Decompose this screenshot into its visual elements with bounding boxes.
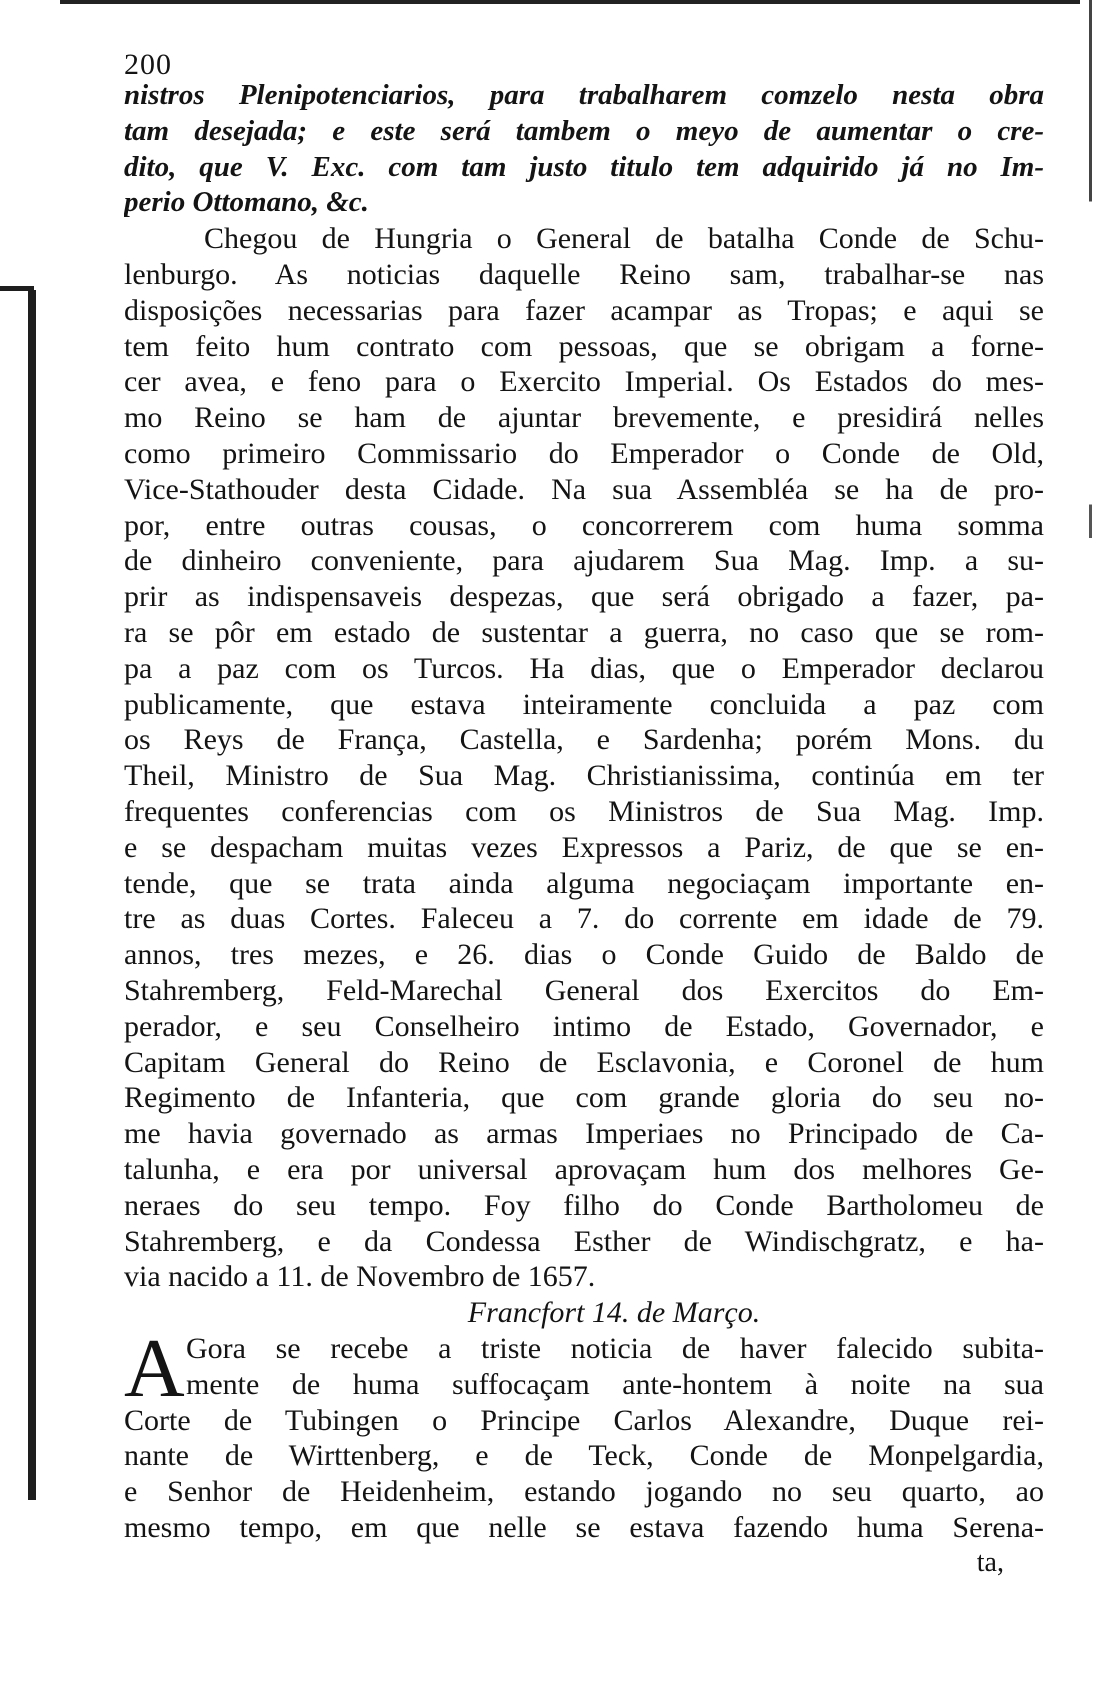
document-page bbox=[124, 48, 1044, 1580]
text-line: Chegou de Hungria o General de batalha Conde de Schu- bbox=[204, 222, 1044, 256]
text-line: dito, que V. Exc. com tam justo titulo tem adquirido já no Im- bbox=[124, 150, 1044, 183]
catchword: ta, bbox=[976, 1546, 1004, 1578]
second-paragraph bbox=[124, 1322, 1044, 1546]
text-line: prir as indispensaveis despezas, que será obrigado a fazer, pa- bbox=[124, 580, 1044, 614]
text-line: cer avea, e feno para o Exercito Imperial. Os Estados do mes- bbox=[124, 365, 1044, 399]
top-border-rule bbox=[60, 0, 1080, 4]
body-paragraph bbox=[124, 221, 1044, 1295]
text-line: perio Ottomano, &c. bbox=[124, 186, 369, 219]
text-line: Theil, Ministro de Sua Mag. Christianissima, continúa em ter bbox=[124, 759, 1044, 793]
text-line: mo Reino se ham de ajuntar brevemente, e presidirá nelles bbox=[124, 401, 1044, 435]
dateline-heading: Francfort 14. de Março. bbox=[467, 1296, 761, 1330]
text-line: por, entre outras cousas, o concorrerem com huma somma bbox=[124, 508, 1044, 542]
text-line: lenburgo. As noticias daquelle Reino sam, trabalhar-se nas bbox=[124, 257, 1044, 291]
text-line: nistros Plenipotenciarios, para trabalharem comzelo nesta obra bbox=[124, 79, 1044, 111]
right-page-edge bbox=[1089, 0, 1092, 1681]
text-line: mesmo tempo, em que nelle se estava fazendo huma Serena- bbox=[124, 1511, 1044, 1545]
text-line: tem feito hum contrato com pessoas, que se obrigam a forne- bbox=[124, 329, 1044, 363]
text-line: Corte de Tubingen o Principe Carlos Alexandre, Duque rei- bbox=[124, 1403, 1044, 1437]
text-line: me havia governado as armas Imperiaes no Principado de Ca- bbox=[124, 1117, 1044, 1151]
text-line: talunha, e era por universal aprovaçam hum dos melhores Ge- bbox=[124, 1152, 1044, 1186]
text-line: disposições necessarias para fazer acampar as Tropas; e aqui se bbox=[124, 293, 1044, 327]
text-line: os Reys de França, Castella, e Sardenha; porém Mons. du bbox=[124, 723, 1044, 757]
text-line: como primeiro Commissario do Emperador o Conde de Old, bbox=[124, 436, 1044, 470]
text-line: Vice-Stathouder desta Cidade. Na sua Assembléa se ha de pro- bbox=[124, 472, 1044, 506]
text-line: mente de huma suffocaçam ante-hontem à noite na sua bbox=[186, 1367, 1044, 1401]
text-line: tam desejada; e este será tambem o meyo de aumentar o cre- bbox=[124, 114, 1044, 147]
text-line: Stahremberg, Feld-Marechal General dos Exercitos do Em- bbox=[124, 973, 1044, 1007]
text-line: frequentes conferencias com os Ministros de Sua Mag. Imp. bbox=[124, 794, 1044, 828]
text-line: publicamente, que estava inteiramente concluida a paz com bbox=[124, 687, 1044, 721]
text-line: Gora se recebe a triste noticia de haver falecido subita- bbox=[186, 1332, 1044, 1366]
text-line: nante de Wirttenberg, e de Teck, Conde de Monpelgardia, bbox=[124, 1439, 1044, 1473]
text-line: Capitam General do Reino de Esclavonia, e Coronel de hum bbox=[124, 1045, 1044, 1079]
text-line: Regimento de Infanteria, que com grande gloria do seu no- bbox=[124, 1081, 1044, 1115]
text-line: tre as duas Cortes. Faleceu a 7. do corrente em idade de 79. bbox=[124, 902, 1044, 936]
text-line: e Senhor de Heidenheim, estando jogando no seu quarto, ao bbox=[124, 1475, 1044, 1509]
text-line: tende, que se trata ainda alguma negociaçam importante en- bbox=[124, 866, 1044, 900]
intro-paragraph bbox=[124, 78, 1044, 221]
left-margin-bar bbox=[28, 290, 36, 1500]
page-number: 200 bbox=[124, 48, 172, 81]
text-line: perador, e seu Conselheiro intimo de Estado, Governador, e bbox=[124, 1009, 1044, 1043]
text-line: e se despacham muitas vezes Expressos a Pariz, de que se en- bbox=[124, 830, 1044, 864]
text-line: via nacido a 11. de Novembro de 1657. bbox=[124, 1260, 596, 1294]
text-line: neraes do seu tempo. Foy filho do Conde Bartholomeu de bbox=[124, 1188, 1044, 1222]
text-line: de dinheiro conveniente, para ajudarem Sua Mag. Imp. a su- bbox=[124, 544, 1044, 578]
drop-cap: A bbox=[124, 1322, 185, 1416]
text-line: pa a paz com os Turcos. Ha dias, que o Emperador declarou bbox=[124, 651, 1044, 685]
text-line: annos, tres mezes, e 26. dias o Conde Guido de Baldo de bbox=[124, 938, 1044, 972]
text-line: ra se pôr em estado de sustentar a guerra, no caso que se rom- bbox=[124, 615, 1044, 649]
text-line: Stahremberg, e da Condessa Esther de Windischgratz, e ha- bbox=[124, 1224, 1044, 1258]
